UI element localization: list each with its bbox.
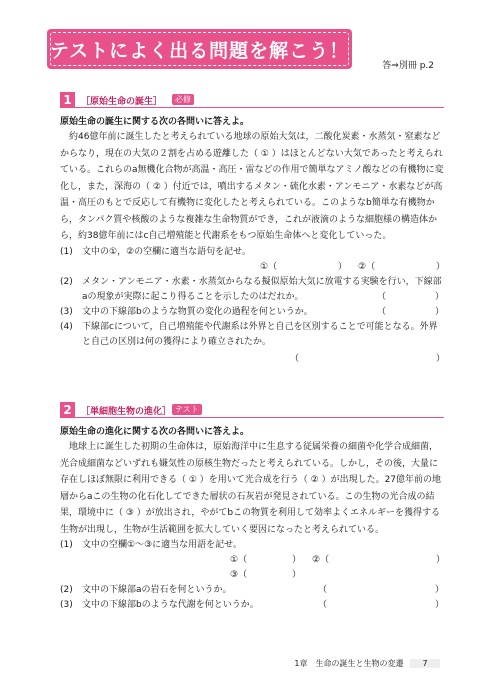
question-number: (3) [60, 600, 73, 610]
section-badge: 必修 [172, 94, 194, 105]
blank-2-close: ） [436, 261, 446, 272]
section-number: 1 [60, 92, 75, 108]
blank-2-open[interactable]: ②（ [358, 261, 376, 272]
banner-title: テストによく出る問題を解こう！ [49, 40, 350, 62]
blank-2-open[interactable]: ②（ [312, 555, 330, 565]
question-text: 文中の下線部aの岩石を何というか。 [82, 585, 232, 595]
section-number: 2 [60, 402, 75, 418]
page-number: 7 [410, 659, 440, 668]
answer-row [60, 568, 444, 583]
question-2 [60, 583, 444, 598]
answer-reference: 答⇒別冊 p.2 [382, 61, 434, 71]
page-footer [294, 658, 440, 669]
question-number: (4) [60, 321, 73, 332]
passage-text: 約46億年前に誕生したと考えられている地球の原始大気は，二酸化炭素・水蒸気・窒素などからなり，現在の大気の２割を占める遊離した（ ① ）はほとんどない大気であったと考えられている。これらのa無機化合物が高温・高圧・雷などの作用で簡単なアミノ酸などの有機物に変化し，また，深海の（ ② ）付近では，噴出するメタン・硫化水素・アンモニア・水素などが高温・高圧のもとで反応して有機物に変化したと考えられている。このようなb簡単な有機物から，タンパク質や核酸のような複雑な生命物質ができ，これが液滴のような細胞様の構造体から，約38億年前にはc自己増殖能と代謝系をもつ原始生命体へと変化していった。 [60, 132, 444, 241]
question-number: (1) [60, 246, 73, 257]
question-2 [60, 275, 444, 305]
blank-1-open[interactable]: ①（ [260, 261, 278, 272]
section-title: ［単細胞生物の進化］ [81, 407, 172, 417]
answer-blank-close: ） [436, 353, 446, 364]
question-3 [60, 598, 444, 613]
section-badge: テスト [172, 404, 202, 415]
blank-1-open[interactable]: ①（ [230, 555, 248, 565]
question-number: (1) [60, 540, 73, 550]
answer-blank-close: ） [434, 306, 444, 317]
answer-blank-open[interactable]: （ [318, 585, 328, 595]
answer-row [60, 352, 444, 367]
section-divider [75, 107, 444, 108]
question-4 [60, 320, 444, 350]
question-text: メタン・アンモニア・水素・水蒸気からなる擬似原始大気に放電する実験を行い，下線部aの現象が実際に起こり得ることを示したのはだれか。 [82, 276, 442, 302]
blank-3-close: ） [292, 570, 302, 580]
section-1 [60, 92, 444, 367]
passage-text: 地球上に誕生した初期の生命体は，原始海洋中に生息する従属栄養の細菌や化学合成細菌，光合成細菌などいずれも嫌気性の原核生物だったと考えられている。しかし，その後，大量に存在しほぼ無限に利用できる（ ① ）を用いて光合成を行う（ ② ）が出現した。27億年前の地層からaこの生物の化石化してできた層状の石灰岩が発見されている。この生物の光合成の結果，環境中に（ ③ ）が放出され，やがてbこの物質を利用して効率よくエネルギーを獲得する生物が出現し，生物が生活範囲を拡大していく要因になったと考えられている。 [60, 442, 442, 535]
question-3 [60, 305, 444, 320]
question-text: 文中の空欄①〜③に適当な用語を記せ。 [82, 540, 242, 550]
question-1 [60, 245, 444, 260]
section-divider [75, 417, 444, 418]
question-text: 文中の下線部bのような代謝を何というか。 [82, 600, 259, 610]
answer-row [60, 260, 444, 275]
question-number: (2) [60, 585, 73, 595]
question-number: (3) [60, 306, 73, 317]
answer-blank-close: ） [434, 291, 444, 302]
section-1-header [60, 92, 444, 110]
blank-2-close: ） [436, 555, 446, 565]
answer-blank-open[interactable]: （ [290, 353, 300, 364]
section-2-header [60, 402, 444, 420]
question-number: (2) [60, 276, 73, 287]
answer-blank-open[interactable]: （ [376, 291, 386, 302]
section-2 [60, 402, 444, 613]
section-lead: 原始生命の誕生に関する次の各問いに答えよ。 [60, 117, 250, 127]
answer-row [60, 553, 444, 568]
answer-blank-close: ） [434, 585, 444, 595]
question-1 [60, 538, 444, 553]
section-title: ［原始生命の誕生］ [81, 97, 163, 107]
question-text: 下線部cについて，自己増殖能や代謝系は外界と自己を区別することで可能となる。外界と自己の区別は何の獲得により確立されたか。 [82, 321, 438, 347]
answer-blank-close: ） [434, 600, 444, 610]
question-text: 文中の①，②の空欄に適当な語句を記せ。 [82, 246, 251, 257]
blank-1-close: ） [292, 555, 302, 565]
chapter-title: 1章 生命の誕生と生物の変遷 [294, 659, 404, 668]
section-lead: 原始生命の進化に関する次の各問いに答えよ。 [60, 427, 250, 437]
page-banner [47, 29, 352, 69]
blank-3-open[interactable]: ③（ [230, 570, 248, 580]
question-text: 文中の下線部bのような物質の変化の過程を何というか。 [82, 306, 313, 317]
answer-blank-open[interactable]: （ [318, 600, 328, 610]
blank-1-close: ） [338, 261, 348, 272]
answer-blank-open[interactable]: （ [376, 306, 386, 317]
